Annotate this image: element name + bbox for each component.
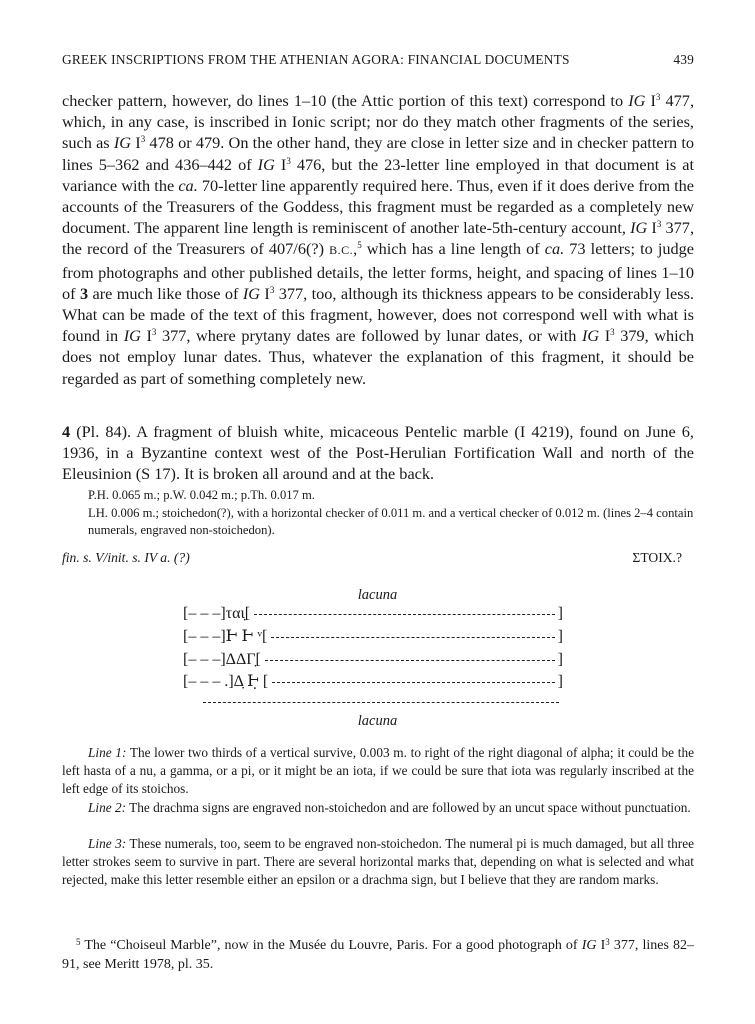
measurements-line-1: P.H. 0.065 m.; p.W. 0.042 m.; p.Th. 0.017 m. [88,488,315,502]
dash-fill [271,637,555,638]
footnote: $^5$ The “Choiseul Marble”, now in the Musée du Louvre, Paris. For a good photograph of IG $I^3$ 377, lines 82–91, see Meritt 1978, pl. 35. [62,937,694,972]
commentary-line-1: Line 1: The lower two thirds of a vertical survive, 0.003 m. to right of the right diagonal of alpha; it could be the left hasta of a nu, a gamma, or a pi, or it might be an iota, if we could be sure that iota was regularly inscribed at the left edge of its stoichos. [62,745,694,796]
body-paragraph-2: 4 (Pl. 84). A fragment of bluish white, micaceous Pentelic marble (I 4219), found on June 6, 1936, in a Byzantine context west of the Post-Herulian Fortification Wall and north of the Eleusinion (S 17). It is broken all around and at the back. [62,422,694,484]
running-header [62,52,694,68]
running-title: GREEK INSCRIPTIONS FROM THE ATHENIAN AGORA: FINANCIAL DOCUMENTS [62,52,570,67]
inscription-line-1: [– – –]ται̣[ ] [183,605,563,622]
inscription-line-2: [– – –]Ͱ Ͱ ᵛ[ ] [183,628,563,645]
footnote-number: 5 [76,937,81,947]
dash-fill [265,660,555,661]
page-number: 439 [673,52,694,67]
lacuna-top: lacuna [357,587,398,603]
dash-fill [254,614,555,615]
body-paragraph-1: checker pattern, however, do lines 1–10 (the Attic portion of this text) correspond to IG $I^3$ 477, which, in any case, is inscribed in Ionic script; nor do they match other fragments of the series, such as IG $I^3$ 478 or 479. On the other hand, they are close in letter size and in checker pattern to lines 5–362 and 436–442 of IG $I^3$ 476, but the 23-letter line employed in that document is at variance with the ca. 70-letter line apparently required here. Thus, even if it does derive from the accounts of the Treasurers of the Goddess, this fragment must be regarded as a completely new document. The apparent line length is reminiscent of another late-5th-century account, IG $I^3$ 377, the record of the Treasurers of 407/6(?) B.C.,$^5$ which has a line length of ca. 73 letters; to judge from photographs and other published details, the letter forms, height, and spacing of lines 1–10 of 3 are much like those of IG $I^3$ 377, too, although its thickness appears to be considerably less. What can be made of the text of this fragment, however, does not correspond well with what is found in IG $I^3$ 377, where prytany dates are followed by lunar dates, or with IG $I^3$ 379, which does not employ lunar dates. Thus, whatever the explanation of this fragment, it should be regarded as part of something completely new. [62,91,695,388]
dateline [62,549,694,566]
entry-number: 4 [62,422,71,441]
dash-fill [272,682,555,683]
inscription-line-3: [– – –]ΔΔΓ̣[ ] [183,651,563,668]
commentary-line-2: Line 2: The drachma signs are engraved non-stoichedon and are followed by an uncut space without punctuation. [88,800,691,815]
footnote-ref[interactable]: 5 [357,240,362,251]
commentary-line-3: Line 3: These numerals, too, seem to be engraved non-stoichedon. The numeral pi is much damaged, but all three letter strokes seem to survive in part. There are several horizontal marks that, depending on what is selected and what rejected, make this letter resemble either an epsilon or a drachma sign, but I believe that they are random marks. [62,836,695,887]
inscription-bottom-line [203,702,559,703]
measurements-line-2: LH. 0.006 m.; stoichedon(?), with a horizontal checker of 0.011 m. and a vertical checker of 0.012 m. (lines 2–4 contain numerals, engraved non-stoichedon). [88,506,694,537]
lacuna-bottom: lacuna [357,713,398,729]
stoichedon-mark: ΣΤΟΙΧ.? [632,550,682,565]
date-range: fin. s. V/init. s. IV a. (?) [62,550,190,565]
inscription-line-4: [– – – .]Δ̣ Ͱ̣ [ ] [183,673,563,690]
